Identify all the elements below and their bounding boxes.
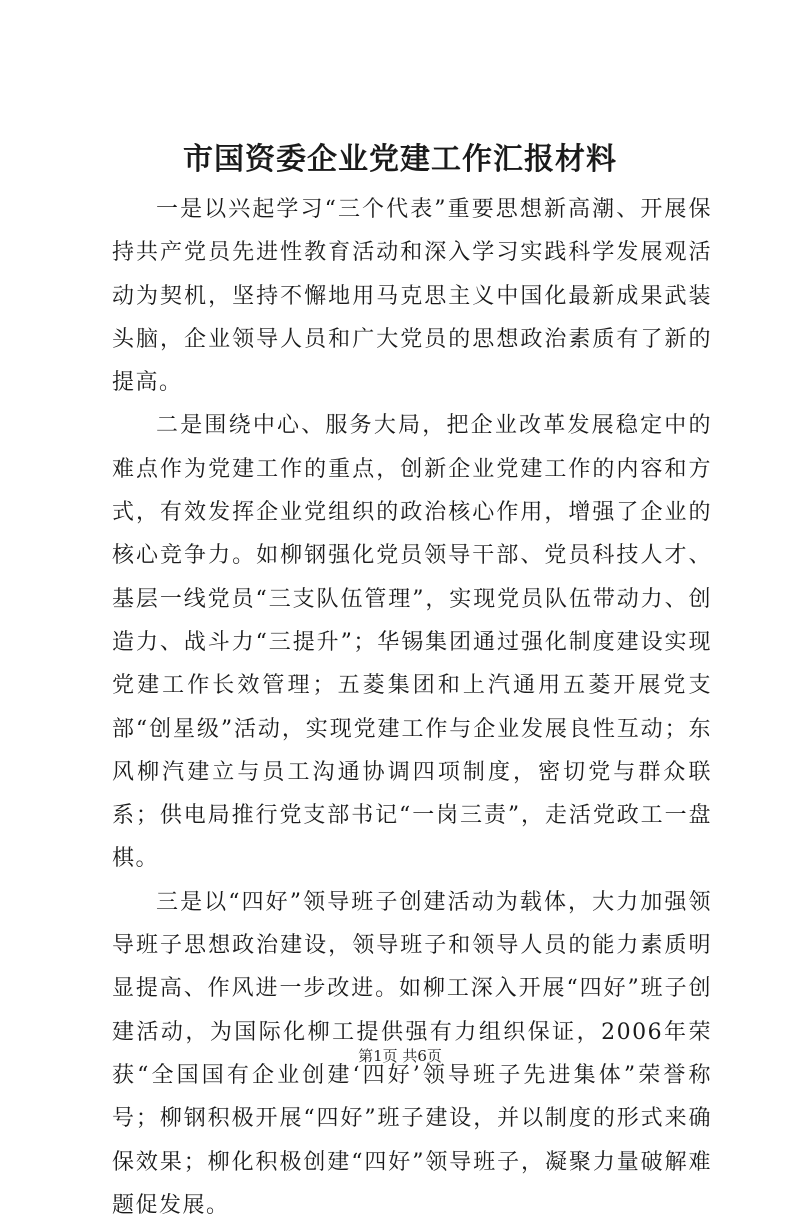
document-title: 市国资委企业党建工作汇报材料 — [183, 142, 617, 177]
paragraph-3: 三是以“四好”领导班子创建活动为载体，大力加强领导班子思想政治建设，领导班子和领导人员的能力素质明显提高、作风进一步改进。如柳工深入开展“四好”班子创建活动，为国际化柳工提供强有力组织保证，2006年荣获“全国国有企业创建‘四好’领导班子先进集体”荣誉称号；柳钢积极开展“四好”班子建设，并以制度的形式来确保效果；柳化积极创建“四好”领导班子，凝聚力量破解难题促发展。 — [112, 889, 712, 1218]
paragraph-1: 一是以兴起学习“三个代表”重要思想新高潮、开展保持共产党员先进性教育活动和深入学习实践科学发展观活动为契机，坚持不懈地用马克思主义中国化最新成果武装头脑，企业领导人员和广大党员的思想政治素质有了新的提高。 — [112, 197, 712, 396]
paragraph-2: 二是围绕中心、服务大局，把企业改革发展稳定中的难点作为党建工作的重点，创新企业党建工作的内容和方式，有效发挥企业党组织的政治核心作用，增强了企业的核心竞争力。如柳钢强化党员领导干部、党员科技人才、基层一线党员“三支队伍管理”，实现党员队伍带动力、创造力、战斗力“三提升”；华锡集团通过强化制度建设实现党建工作长效管理；五菱集团和上汽通用五菱开展党支部“创星级”活动，实现党建工作与企业发展良性互动；东风柳汽建立与员工沟通协调四项制度，密切党与群众联系；供电局推行党支部书记“一岗三责”，走活党政工一盘棋。 — [112, 413, 712, 872]
document-body — [112, 188, 712, 1227]
page-number-footer: 第1页 共6页 — [358, 1047, 442, 1065]
